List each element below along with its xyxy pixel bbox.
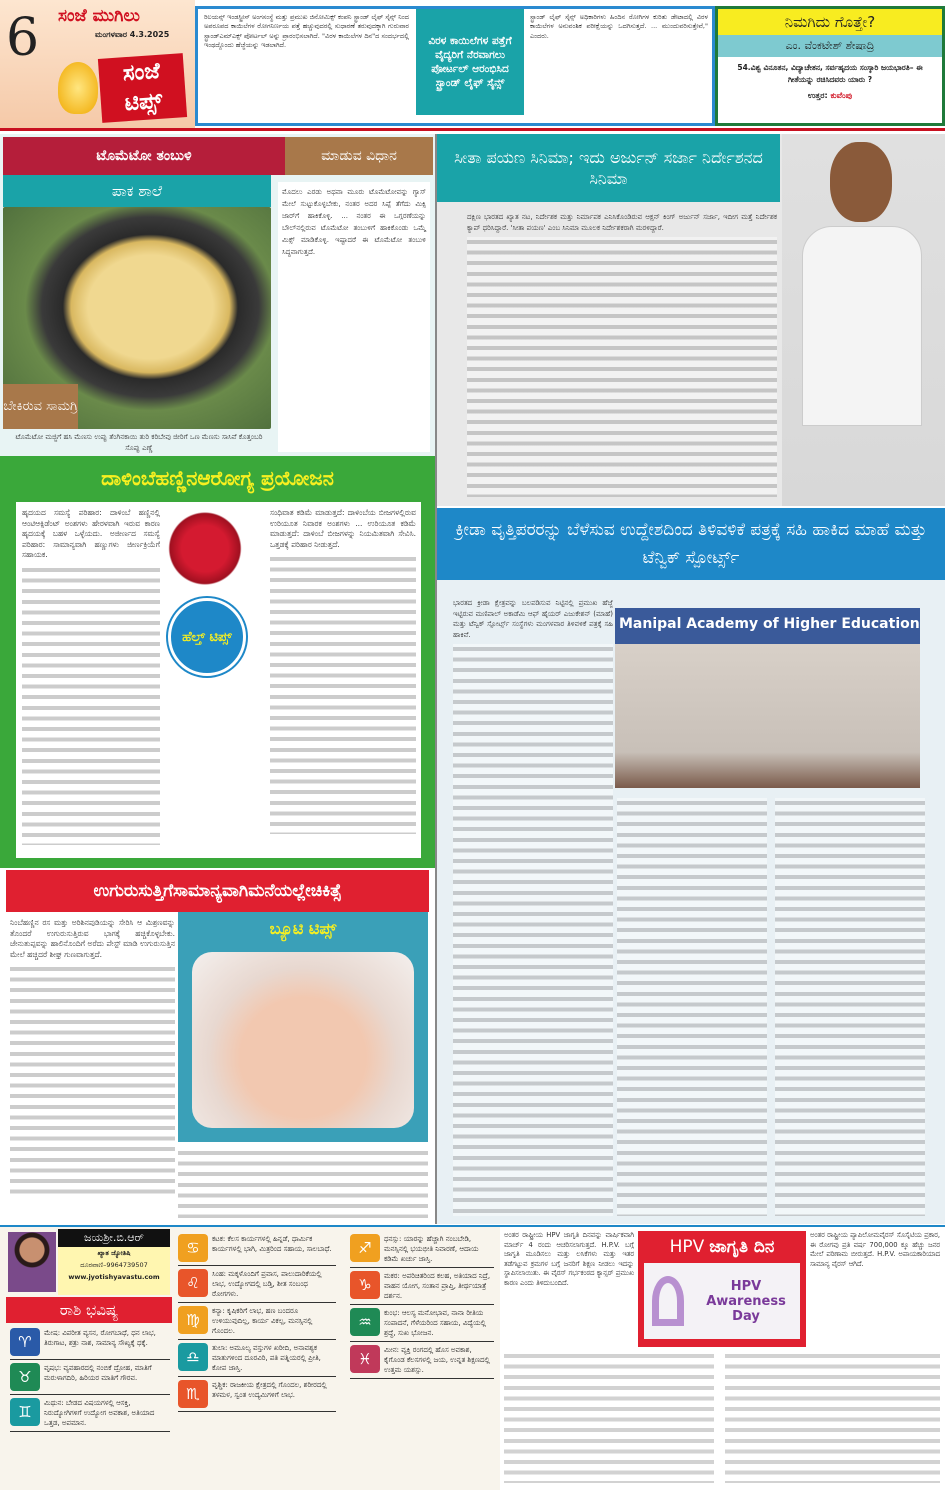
zodiac-entry (178, 1231, 336, 1266)
ingredients-text: ಟೊಮೆಟೋ ಮಜ್ಜಿಗೆ ಹಸಿ ಮೆಣಸು ಉಪ್ಪು ತೆಂಗಿನಕಾಯಿ ತುರಿ ಕರಿಬೇವು ಜೀರಿಗೆ ಒಣ ಮೆಣಸು ಸಾಸಿವೆ ಕೊತ್ತಂಬರಿ ಸೊಪ್ಪು ಎಣ್ಣೆ (15, 433, 263, 452)
sports-headline: ಕ್ರೀಡಾ ವೃತ್ತಿಪರರನ್ನು ಬೆಳೆಸುವ ಉದ್ದೇಶದಿಂದ ತಿಳಿವಳಿಕೆ ಪತ್ರಕ್ಕೆ ಸಹಿ ಹಾಕಿದ ಮಾಹೆ ಮತ್ತು ಟೆನ್ವಿಕ್ ಸ್ಪೋರ್ಟ್ಸ್ (437, 508, 945, 580)
zodiac-text: ಮಿಥುನ: ಬೇಡದ ವಿಷಯಗಳಲ್ಲಿ ಆಸಕ್ತಿ, ನಿರುದ್ಯೋಗಿಗಳಿಗೆ ಉದ್ಯೋಗ ಅವಕಾಶ, ಅತಿಯಾದ ಒತ್ತಡ, ಅಪಮಾನ. (44, 1399, 155, 1427)
zodiac-icon: ♓ (350, 1345, 380, 1373)
beauty-tips-badge: ಬ್ಯೂಟಿ ಟಿಪ್ಸ್ (269, 919, 337, 938)
zodiac-text: ವೃಷಭ: ವ್ಯವಹಾರದಲ್ಲಿ ನಂಬಿಕೆ ದ್ರೋಹ, ಮಾತಿಗೆ ಮರುಳಾಗದಿರಿ, ಹಿರಿಯರ ಮಾತಿಗೆ ಗೌರವ. (44, 1364, 152, 1382)
astrologer-name: ಜಯಶ್ರೀ.ಬಿ.ಆರ್ (58, 1229, 170, 1247)
hpv-right: ಅಂತರ ರಾಷ್ಟ್ರೀಯ ಪ್ಯಾಪಿಲೋಮವೈರಸ್ ಸೊಸೈಟಿಯ ಪ್ರಕಾರ, ಈ ರೋಗವು ಪ್ರತಿ ವರ್ಷ 700,000 ಕ್ಕೂ ಹೆಚ್ಚು ಜನರ ಮೇಲೆ ಪರಿಣಾಮ ಬೀರುತ್ತದೆ. H.P.V. ಅಪಾಯಕಾರಿಯಾದ ಸಾಮಾನ್ಯ ವೈರಸ್ ಆಗಿದೆ. (810, 1231, 940, 1268)
nail-section (0, 870, 435, 1225)
section-label: ಪಾಕ ಶಾಲೆ (3, 175, 271, 207)
astrologer-phone: ದೂರವಾಣಿ–9964739507 (80, 1261, 148, 1269)
sports-body-col2 (617, 798, 767, 1216)
zodiac-text: ಮೇಷ: ವಿಪರೀತ ವ್ಯಸನ, ರೋಗಬಾಧೆ, ಧನ ಲಾಭ, ತಿರುಗಾಟ, ಶತ್ರು ನಾಶ, ಸಾಮಾನ್ಯ ಸೌಖ್ಯಕ್ಕೆ ಧಕ್ಕೆ. (44, 1329, 156, 1347)
zodiac-icon: ♉ (10, 1363, 40, 1391)
zodiac-entry (178, 1266, 336, 1303)
hpv-body-col1 (504, 1351, 714, 1483)
astrologer-website[interactable]: www.jyotishyavastu.com (68, 1273, 160, 1281)
zodiac-entry (178, 1377, 336, 1412)
zodiac-entry (10, 1325, 170, 1360)
top-story-headline: ವಿರಳ ಕಾಯಿಲೆಗಳ ಪತ್ತೆಗೆ ವೈದ್ಯರಿಗೆ ನೆರವಾಗಲು ಪೋರ್ಟಲ್ ಆರಂಭಿಸಿದ ಸ್ಟ್ರಾಂಡ್ ಲೈಫ್ ಸೈನ್ಸ್ (416, 9, 524, 115)
recipe-title: ಟೊಮೆಟೋ ತಂಬುಳಿ (3, 137, 285, 175)
zodiac-entry (350, 1342, 494, 1379)
zodiac-icon: ♋ (178, 1234, 208, 1262)
hpv-image-text: HPV Awareness Day (706, 1278, 786, 1324)
bulb-icon (58, 62, 98, 114)
sports-section (437, 508, 945, 1224)
pomegranate-col1: ಹೃದಯದ ಸಮಸ್ಯೆ ಪರಿಹಾರ: ದಾಳಿಂಬೆ ಹಣ್ಣಿನಲ್ಲಿ ಆಂಟಿಆಕ್ಸಿಡೆಂಟ್ ಅಂಶಗಳು ಹೇರಳವಾಗಿ ಇರುವ ಕಾರಣ ಹೃದಯಕ್ಕೆ ಬಹಳ ಒಳ್ಳೆಯದು. ಅಜೀರ್ಣದ ಸಮಸ್ಯೆ ಪರಿಹಾರ: ಸಾಮಾನ್ಯವಾಗಿ ಹಣ್ಣುಗಳು ಜೀರ್ಣಕ್ರಿಯೆಗೆ ಸಹಾಯಕ. (22, 508, 160, 853)
nail-headline: ಉಗುರುಸುತ್ತಿಗೆಸಾಮಾನ್ಯವಾಗಿಮನೆಯಲ್ಲೇಚಿಕಿತ್ಸೆ (6, 870, 429, 912)
zodiac-icon: ♏ (178, 1380, 208, 1408)
zodiac-entry (10, 1360, 170, 1395)
zodiac-entry (350, 1268, 494, 1305)
zodiac-text: ಸಿಂಹ: ಮಕ್ಕಳೊಂದಿಗೆ ಪ್ರವಾಸ, ಪಾಲುದಾರಿಕೆಯಲ್ಲಿ ಲಾಭ, ಉದ್ಯೋಗದಲ್ಲಿ ಬಡ್ತಿ, ಶೀತ ಸಂಬಂಧ ರೋಗಗಳು. (212, 1270, 322, 1298)
quiz-author: ಎಂ. ವೆಂಕಟೇಶ್ ಶೇಷಾದ್ರಿ (718, 35, 942, 57)
zodiac-text: ಕಟಕ: ಕೆಲಸ ಕಾರ್ಯಗಳಲ್ಲಿ ಹಿನ್ನಡೆ, ಧಾರ್ಮಿಕ ಕಾರ್ಯಗಳಲ್ಲಿ ಭಾಗಿ, ಮಿತ್ರರಿಂದ ಸಹಾಯ, ಸಾಲಬಾಧೆ. (212, 1235, 332, 1253)
hpv-headline-en: HPV (669, 1237, 705, 1257)
hand-photo (192, 952, 414, 1128)
film-section (437, 134, 945, 506)
zodiac-icon: ♈ (10, 1328, 40, 1356)
nail-image (178, 912, 428, 1142)
zodiac-entry (178, 1303, 336, 1340)
quiz-answer-label: ಉತ್ತರ: (807, 91, 828, 100)
zodiac-icon: ♎ (178, 1343, 208, 1371)
method-label: ಮಾಡುವ ವಿಧಾನ (285, 137, 433, 175)
zodiac-icon: ♍ (178, 1306, 208, 1334)
pomegranate-col2: ಸಂಧಿವಾತ ಕಡಿಮೆ ಮಾಡುತ್ತದೆ: ದಾಳಿಂಬೆಯ ಬೀಜಗಳಲ್ಲಿರುವ ಉರಿಯೂತ ನಿವಾರಕ ಅಂಶಗಳು ... ಉರಿಯೂತ ಕಡಿಮೆ ಮಾಡುತ್ತದೆ: ದಾಳಿಂಬೆ ಬೀಜಗಳನ್ನು ನಿಯಮಿತವಾಗಿ ಸೇವಿಸಿ. ಒತ್ತಡಕ್ಕೆ ಪರಿಹಾರ ನೀಡುತ್ತದೆ. (270, 508, 416, 853)
zodiac-icon: ♑ (350, 1271, 380, 1299)
ribbon-icon (652, 1276, 684, 1326)
zodiac-entry (10, 1395, 170, 1432)
hpv-body-col2 (725, 1351, 940, 1483)
quiz-question: 54.ವಿಶ್ವ ವಿನೂತನ, ವಿದ್ಯಾಚೇತನ, ಸರ್ವಹೃದಯ ಸಂಸ್ಕಾರಿ ಜಯಭಾರತಿ– ಈ ಗೀತೆಯನ್ನು ರಚಿಸಿದವರು ಯಾರು ? (737, 63, 923, 84)
top-story-right: ಸ್ಟ್ರಾಂಡ್ ಲೈಫ್ ಸೈನ್ಸ್ ಅಧಿಕಾರಿಗಳು ಹಿಂದಿನ ರೋಗಿಗಳ ಕುರಿತು ಡೇಟಾದಲ್ಲಿ ವಿರಳ ಕಾಯಿಲೆಗಳ ಅನುವಂಶಿಕ ಪರೀಕ್ಷೆಯನ್ನು ಒದಗಿಸುತ್ತದೆ. ... ಮುಂದುವರಿಸುತ್ತೇವೆ," ಎಂದರು. (530, 13, 708, 40)
zodiac-icon: ♒ (350, 1308, 380, 1336)
recipe-section (0, 134, 435, 456)
zodiac-icon: ♊ (10, 1398, 40, 1426)
quiz-title: ನಿಮಗಿದು ಗೊತ್ತೇ? (718, 9, 942, 35)
nail-body-continued (178, 1148, 428, 1218)
hpv-banner (638, 1231, 806, 1347)
zodiac-text: ವೃಶ್ಚಿಕ: ರಾಜಕೀಯ ಕ್ಷೇತ್ರದಲ್ಲಿ ಗೊಂದಲ, ಶರೀರದಲ್ಲಿ ತಳಮಳ, ಸ್ವಂತ ಉದ್ಯಮಿಗಳಿಗೆ ಲಾಭ. (212, 1381, 327, 1399)
photo-banner: Manipal Academy of Higher Education (619, 616, 920, 632)
sports-body-col3 (775, 798, 925, 1216)
astrologer-photo (8, 1232, 56, 1292)
method-text: ಮೊದಲು ಎರಡು ಅಥವಾ ಮೂರು ಟೊಮೆಟೋವನ್ನು ಗ್ಯಾಸ್ ಮೇಲೆ ಸುಟ್ಟುಕೊಳ್ಳಬೇಕು, ನಂತರ ಅದರ ಸಿಪ್ಪೆ ತೆಗೆದು ಮಿಕ್ಸಿ ಜಾರ್‌ಗೆ ಹಾಕಿಕೊಳ್ಳಿ. ... ನಂತರ ಈ ಒಗ್ಗರಣೆಯನ್ನು ಬೌಲ್‌ನಲ್ಲಿರುವ ಟೊಮೆಟೋ ತಂಬುಳಿಗೆ ಹಾಕಿಕೊಂಡು ಒಮ್ಮೆ ಮಿಕ್ಸ್ ಮಾಡಿಕೊಳ್ಳಿ. ಇಷ್ಟಾದರೆ ಈ ಟೊಮೆಟೋ ತಂಬುಳಿ ಸಿದ್ಧವಾಗುತ್ತದೆ. (278, 182, 430, 452)
divider (0, 128, 945, 131)
zodiac-text: ಕನ್ಯಾ: ಕೃಷಿಕರಿಗೆ ಲಾಭ, ಹಣ ಬಂದರೂ ಉಳಿಯುವುದಿಲ್ಲ, ಕಾರ್ಯ ವಿಕಲ್ಪ, ಮನಸ್ಸಿನಲ್ಲಿ ಗೊಂದಲ. (212, 1307, 313, 1335)
horoscope-section (0, 1227, 500, 1490)
film-body: ದಕ್ಷಿಣ ಭಾರತದ ಖ್ಯಾತ ನಟ, ನಿರ್ದೇಶಕ ಮತ್ತು ನಿರ್ಮಾಪಕ ಎನಿಸಿಕೊಂಡಿರುವ ಆಕ್ಷನ್ ಕಿಂಗ್ ಅರ್ಜುನ್ ಸರ್ಜಾ, ಇದೀಗ ಮತ್ತೆ ನಿರ್ದೇಶಕ ಕ್ಯಾಪ್ ಧರಿಸಿದ್ದಾರೆ. 'ಸೀತಾ ಪಯಣ' ಎಂಬ ಸಿನಿಮಾ ಮೂಲಕ ನಿರ್ದೇಶಕರಾಗಿ ಮರಳಿದ್ದಾರೆ. (467, 212, 777, 498)
section-title: ಸಂಜೆ ಟಿಪ್ಸ್ (98, 53, 187, 123)
top-story (195, 6, 715, 126)
zodiac-icon: ♌ (178, 1269, 208, 1297)
top-story-left: ರಿಲಯನ್ಸ್ ಇಂಡಸ್ಟ್ರೀಸ್ ಅಂಗಸಂಸ್ಥೆ ಮತ್ತು ಪ್ರಮುಖ ಜಿನೋಮಿಕ್ಸ್ ಕಂಪನಿ ಸ್ಟ್ರಾಂಡ್ ಲೈಫ್ ಸೈನ್ಸ್ ನಿಂದ ಅಪರೂಪದ ಕಾಯಿಲೆಗಳ ರೋಗನಿರ್ಣಯ ಪತ್ತೆ ಹಚ್ಚುವುದರಲ್ಲಿ ಸುಧಾರಣೆ ತರುವುದಕ್ಕಾಗಿ ಗುರುವಾರ ಸ್ಟ್ರಾಂಡ್‌ಎಮ್ಎಕ್ಸ್ ಪೋರ್ಟಲ್ ಅನ್ನು ಪ್ರಾರಂಭಿಸಲಾಗಿದೆ. "ವಿರಳ ಕಾಯಿಲೆಗಳ ದಿನ"ದ ಸಂದರ್ಭದಲ್ಲಿ ಇಂಥದ್ದೊಂದು ಹೆಜ್ಜೆಯನ್ನು ಇಡಲಾಗಿದೆ. (204, 13, 409, 49)
zodiac-icon: ♐ (350, 1234, 380, 1262)
masthead (0, 0, 195, 128)
ingredients-label: ಬೇಕಿರುವ ಸಾಮಗ್ರಿ (3, 384, 78, 429)
zodiac-text: ಕುಂಭ: ಆಲಸ್ಯ ಮನೋಭಾವ, ನಾನಾ ರೀತಿಯ ಸಂಪಾದನೆ, ಗೆಳೆಯರಿಂದ ಸಹಾಯ, ವಿದ್ಯೆಯಲ್ಲಿ ಶ್ರದ್ಧೆ, ಸುಖ ಭೋಜನ. (384, 1309, 486, 1337)
astrologer-role: ಖ್ಯಾತ ಜ್ಯೋತಿಷಿ (97, 1249, 131, 1257)
zodiac-text: ತುಲಾ: ಅಮೂಲ್ಯ ವಸ್ತುಗಳ ಖರೀದಿ, ಅನಾವಶ್ಯಕ ಮಾತುಗಳಿಂದ ದೂರವಿರಿ, ಪತಿ ಪತ್ನಿಯರಲ್ಲಿ ಪ್ರೀತಿ, ಕೋಪ ಜಾಸ್ತಿ. (212, 1344, 321, 1372)
zodiac-entry (350, 1231, 494, 1268)
horoscope-title: ರಾಶಿ ಭವಿಷ್ಯ (6, 1297, 172, 1323)
arjun-sarja-photo (782, 134, 945, 506)
date: ಮಂಗಳವಾರ 4.3.2025 (95, 30, 170, 39)
hpv-headline-kn: ಜಾಗೃತಿ ದಿನ (709, 1237, 775, 1257)
zodiac-entry (350, 1305, 494, 1342)
zodiac-text: ಮಕರ: ಅಪರಿಚಿತರಿಂದ ಕಲಹ, ಅತಿಯಾದ ನಿದ್ರೆ, ವಾಹನ ಯೋಗ, ಸಂತಾನ ಪ್ರಾಪ್ತಿ, ತೀರ್ಥಯಾತ್ರೆ ದರ್ಶನ. (384, 1272, 491, 1300)
zodiac-text: ಧನಸ್ಸು: ಯಾರನ್ನು ಹೆಚ್ಚಾಗಿ ನಂಬಬೇಡಿ, ಮನಸ್ಸಿನಲ್ಲಿ ಭಯಭೀತಿ ನಿವಾರಣೆ, ಆದಾಯ ಕಡಿಮೆ ಖರ್ಚು ಜಾಸ್ತಿ. (384, 1235, 479, 1263)
pomegranate-section (0, 456, 435, 868)
paper-name: ಸಂಜೆ ಮುಗಿಲು (58, 6, 140, 26)
film-headline: ಸೀತಾ ಪಯಣ ಸಿನಿಮಾ; ಇದು ಅರ್ಜುನ್ ಸರ್ಜಾ ನಿರ್ದೇಶನದ ಸಿನಿಮಾ (437, 134, 780, 202)
hpv-left: ಅಂತರ ರಾಷ್ಟ್ರೀಯ HPV ಜಾಗೃತಿ ದಿನವನ್ನು ವಾರ್ಷಿಕವಾಗಿ ಮಾರ್ಚ್ 4 ರಂದು ಆಚರಿಸಲಾಗುತ್ತದೆ. H.P.V. ಬಗ್ಗೆ ಜಾಗೃತಿ ಮೂಡಿಸಲು ಮತ್ತು ಲಸಿಕೆಗಳು ಮತ್ತು ಇತರ ತಡೆಗಟ್ಟುವ ಕ್ರಮಗಳ ಬಗ್ಗೆ ಜನರಿಗೆ ಶಿಕ್ಷಣ ನೀಡಲು ಇದನ್ನು ಸ್ಥಾಪಿಸಲಾಯಿತು. ಈ ವೈರಸ್ ಗರ್ಭಕಂಠದ ಕ್ಯಾನ್ಸರ್ ಪ್ರಮುಖ ಕಾರಣ ಎಂದು ತಿಳಿದುಬಂದಿದೆ. (504, 1231, 634, 1287)
hpv-section (500, 1227, 945, 1490)
quiz-answer: ಕುವೆಂಪು (830, 91, 853, 100)
mou-photo (615, 608, 920, 788)
health-tips-badge: ಹೆಲ್ತ್ ಟಿಪ್ಸ್ (168, 598, 246, 676)
page-number: 6 (6, 8, 40, 68)
sports-body: ಭಾರತದ ಕ್ರೀಡಾ ಕ್ಷೇತ್ರವನ್ನು ಬಲಪಡಿಸುವ ನಿಟ್ಟಿನಲ್ಲಿ ಪ್ರಮುಖ ಹೆಜ್ಜೆ ಇಟ್ಟಿರುವ ಮಣಿಪಾಲ್ ಅಕಾಡೆಮಿ ಆಫ್ ಹೈಯರ್ ಎಜುಕೇಶನ್ (ಮಾಹೆ) ಮತ್ತು ಟೆನ್ವಿಕ್ ಸ್ಪೋರ್ಟ್ಸ್ ಸಂಸ್ಥೆಗಳು ಮಂಗಳವಾರ ತಿಳಿವಳಿಕೆ ಪತ್ರಕ್ಕೆ ಸಹಿ ಹಾಕಿವೆ. (453, 598, 613, 1216)
nail-body: ನಿಂಬೆಹಣ್ಣಿನ ರಸ ಮತ್ತು ಅರಿಶಿನಪುಡಿಯನ್ನು ಸೇರಿಸಿ ಆ ಮಿಶ್ರಣವನ್ನು ತೊಂದರೆ ಉಗುರುಸುತ್ತಿರುವ ಭಾಗಕ್ಕೆ ಹಚ್ಚಿಕೊಳ್ಳಬೇಕು. ಜೇನುತುಪ್ಪವನ್ನು ಹಾಲಿನೊಂದಿಗೆ ಅರೆದು ಪೇಸ್ಟ್ ಮಾಡಿ ಉಗುರುಸುತ್ತಿನ ಮೇಲೆ ಹಚ್ಚಿದರೆ ಶೀಘ್ರ ಗುಣವಾಗುತ್ತದೆ. (10, 918, 175, 1218)
zodiac-text: ಮೀನ: ವ್ಯಕ್ತಿ ರಂಗದಲ್ಲಿ ಹೊಸ ಅವಕಾಶ, ಕೈಗೊಂಡ ಕೆಲಸಗಳಲ್ಲಿ ಜಯ, ಉನ್ನತ ಶಿಕ್ಷಣದಲ್ಲಿ ಉತ್ತಮ ಯಶಸ್ಸು. (384, 1346, 490, 1374)
pomegranate-headline: ದಾಳಿಂಬೆಹಣ್ಣಿನಆರೋಗ್ಯ ಪ್ರಯೋಜನ (101, 466, 334, 490)
pomegranate-image (165, 508, 265, 598)
quiz-box (715, 6, 945, 126)
zodiac-entry (178, 1340, 336, 1377)
